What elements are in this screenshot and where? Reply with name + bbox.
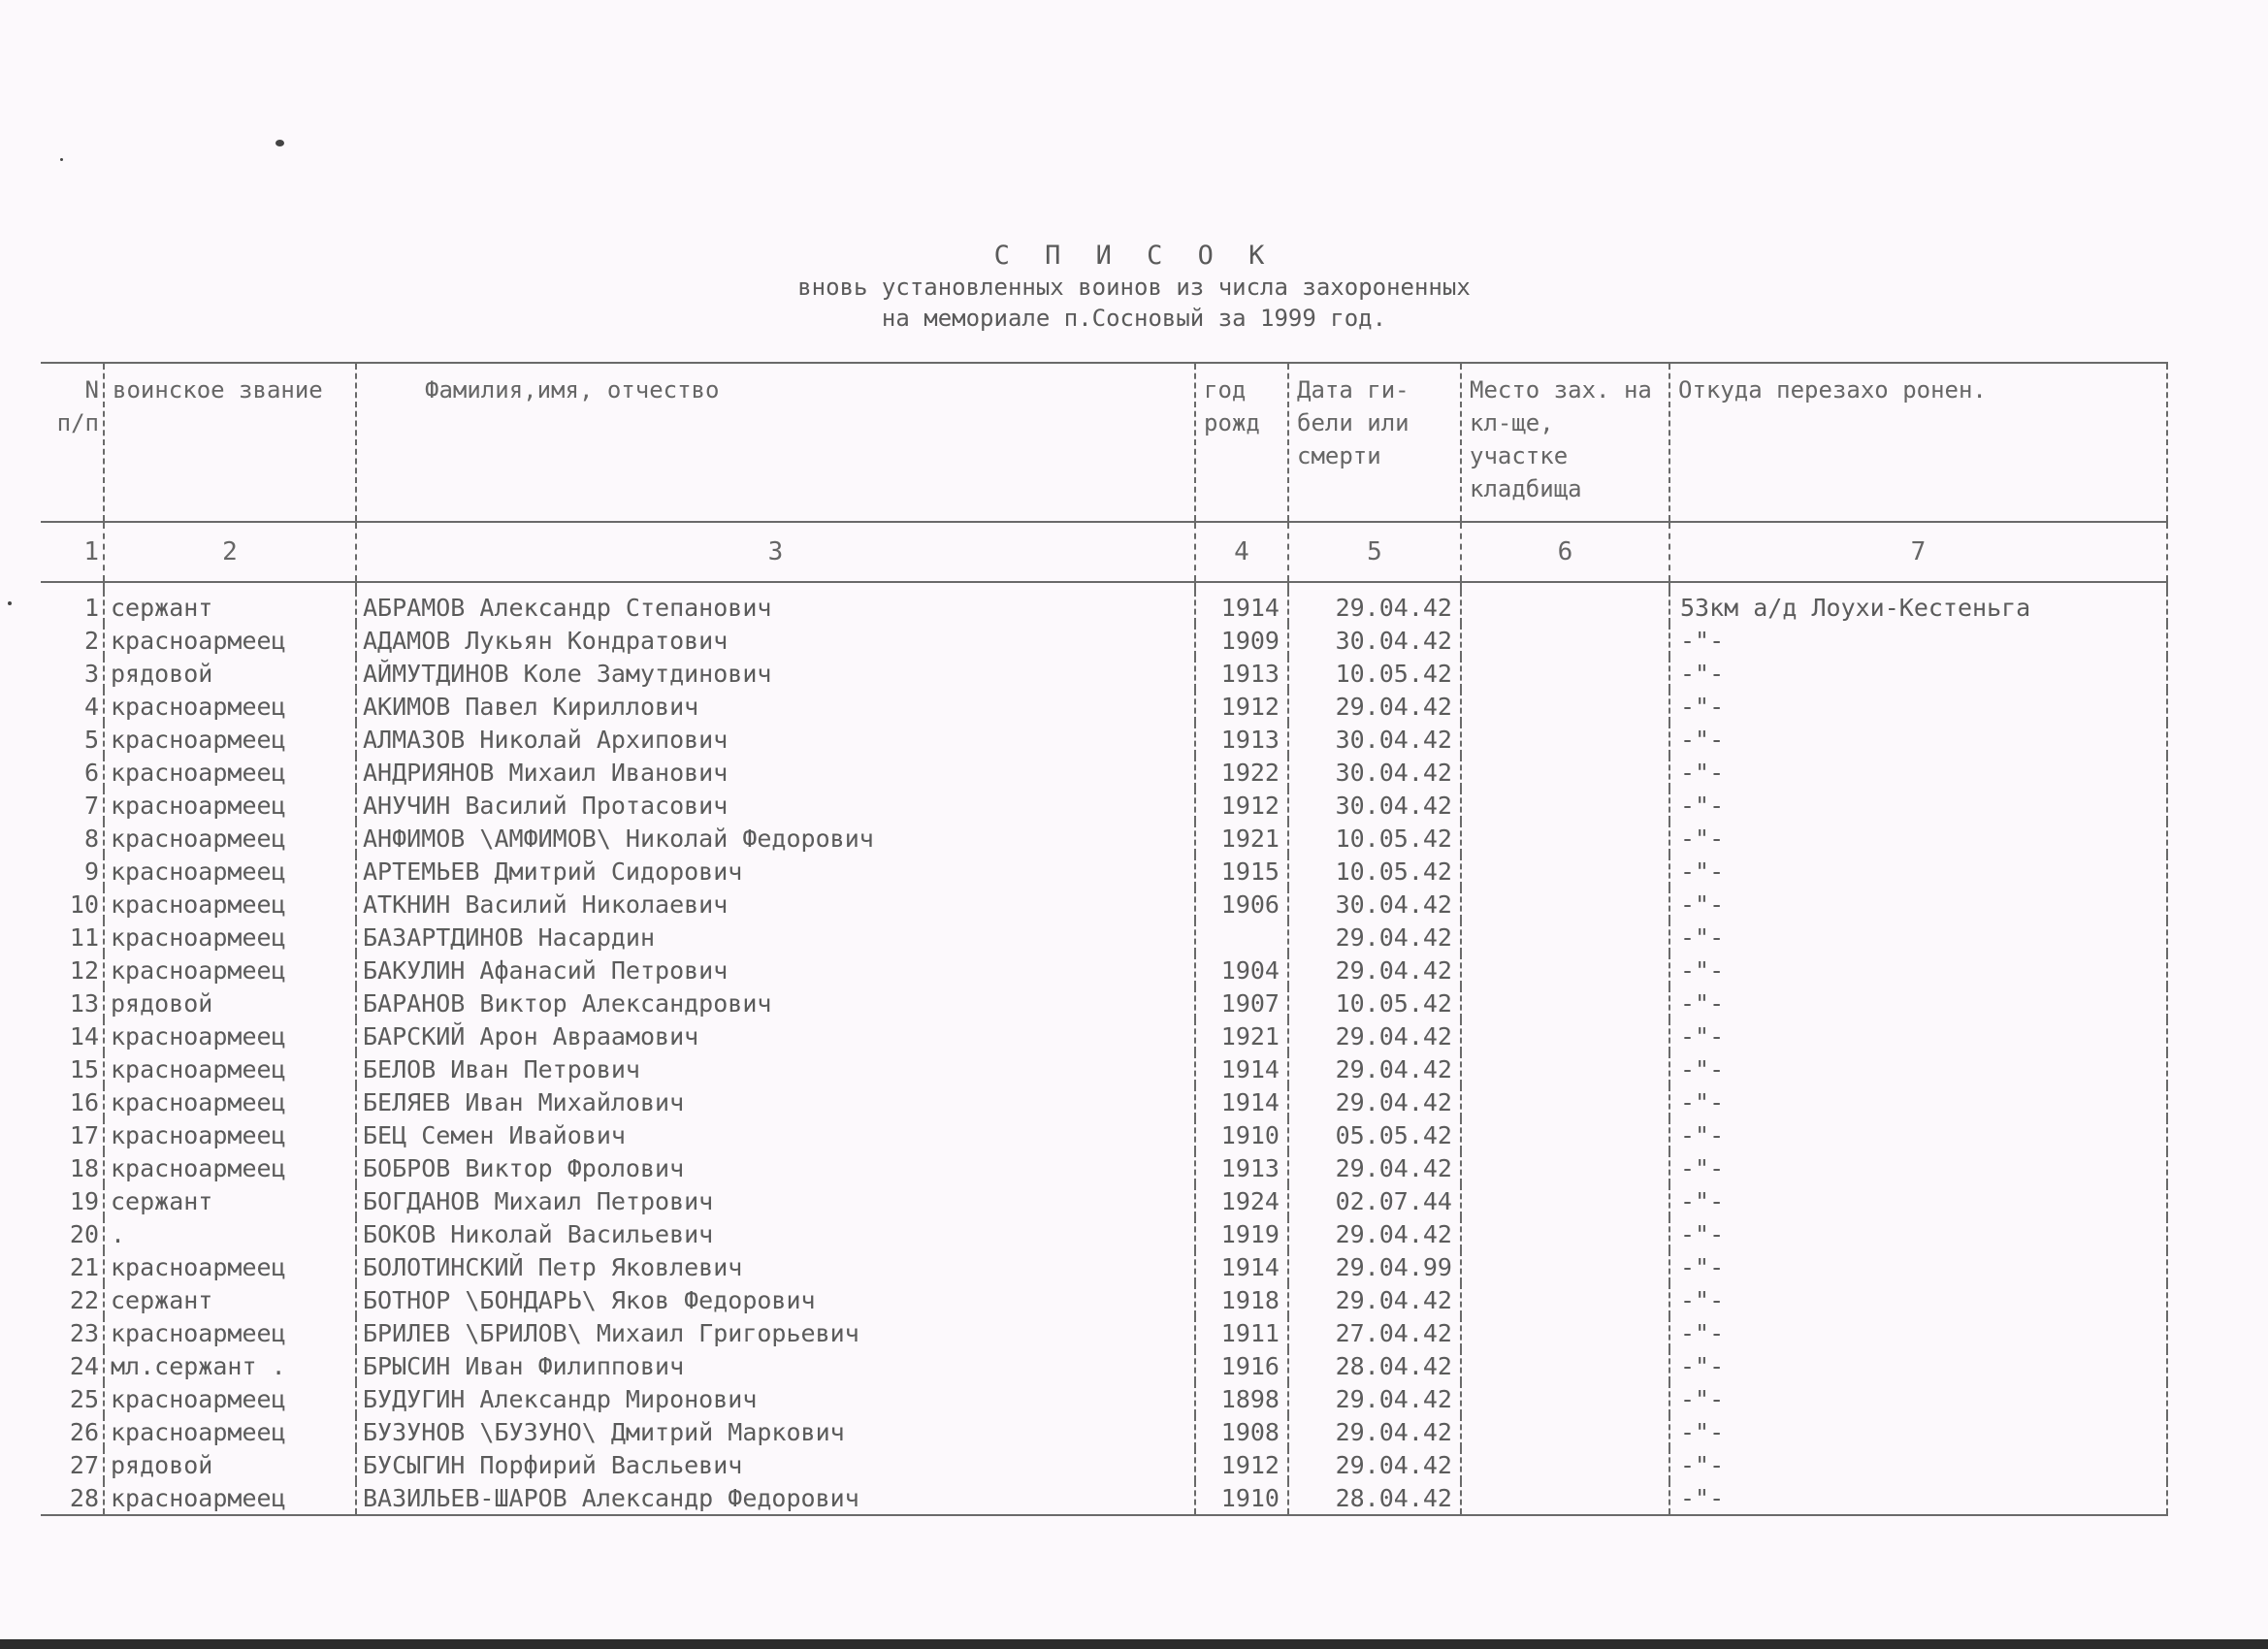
row-number: 19 [69, 1186, 99, 1215]
death-date: 27.04.42 [1288, 1316, 1461, 1349]
row-number: 24 [69, 1351, 99, 1380]
death-date: 29.04.42 [1288, 954, 1461, 986]
birth-year: 1922 [1195, 756, 1288, 789]
reburied-from: 53км а/д Лоухи-Кестеньга [1669, 591, 2167, 624]
header-from: Откуда перезахо ронен. [1669, 363, 2167, 522]
burial-place [1461, 690, 1669, 723]
table-row [41, 1283, 2167, 1316]
reburied-from: -"- [1669, 1481, 2167, 1515]
header-spacer [41, 582, 2167, 591]
birth-year: 1924 [1195, 1184, 1288, 1217]
column-number: 1 [41, 522, 104, 582]
burial-place [1461, 1316, 1669, 1349]
table-row [41, 1019, 2167, 1052]
burial-place [1461, 1151, 1669, 1184]
table-header [41, 363, 2167, 591]
military-rank: рядовой [104, 1448, 356, 1481]
death-date: 29.04.42 [1288, 1448, 1461, 1481]
table-row [41, 789, 2167, 822]
reburied-from: -"- [1669, 888, 2167, 921]
reburied-from: -"- [1669, 1019, 2167, 1052]
column-number-row [41, 522, 2167, 582]
burial-place [1461, 855, 1669, 888]
death-date: 29.04.42 [1288, 1283, 1461, 1316]
reburied-from: -"- [1669, 723, 2167, 756]
row-number: 11 [69, 922, 99, 952]
death-date: 29.04.99 [1288, 1250, 1461, 1283]
table-row [41, 921, 2167, 954]
birth-year: 1915 [1195, 855, 1288, 888]
scan-speck [60, 158, 63, 161]
table-row [41, 822, 2167, 855]
row-number: 6 [83, 758, 99, 787]
burial-place [1461, 1085, 1669, 1118]
birth-year: 1906 [1195, 888, 1288, 921]
burial-place [1461, 822, 1669, 855]
full-name: БРИЛЕВ \БРИЛОВ\ Михаил Григорьевич [356, 1316, 1195, 1349]
full-name: БОКОВ Николай Васильевич [356, 1217, 1195, 1250]
table-row [41, 1085, 2167, 1118]
full-name: АБРАМОВ Александр Степанович [356, 591, 1195, 624]
full-name: АДАМОВ Лукьян Кондратович [356, 624, 1195, 657]
burial-place [1461, 1217, 1669, 1250]
military-rank: красноармеец [104, 1481, 356, 1515]
reburied-from: -"- [1669, 789, 2167, 822]
document-heading [0, 241, 2268, 334]
military-rank: красноармеец [104, 1250, 356, 1283]
header-row [41, 363, 2167, 522]
burial-place [1461, 1415, 1669, 1448]
military-rank: красноармеец [104, 1316, 356, 1349]
death-date: 29.04.42 [1288, 921, 1461, 954]
military-rank: красноармеец [104, 1052, 356, 1085]
burial-place [1461, 1250, 1669, 1283]
reburied-from: -"- [1669, 1217, 2167, 1250]
birth-year [1195, 921, 1288, 954]
table-row [41, 1151, 2167, 1184]
full-name: БЕЛЯЕВ Иван Михайлович [356, 1085, 1195, 1118]
death-date: 29.04.42 [1288, 591, 1461, 624]
table-row [41, 690, 2167, 723]
burial-place [1461, 1184, 1669, 1217]
birth-year: 1913 [1195, 1151, 1288, 1184]
table-row [41, 723, 2167, 756]
birth-year: 1909 [1195, 624, 1288, 657]
full-name: БАЗАРТДИНОВ Насардин [356, 921, 1195, 954]
row-number: 21 [69, 1252, 99, 1281]
column-number: 2 [104, 522, 356, 582]
burial-place [1461, 1349, 1669, 1382]
birth-year: 1910 [1195, 1118, 1288, 1151]
reburied-from: -"- [1669, 855, 2167, 888]
reburied-from: -"- [1669, 1085, 2167, 1118]
full-name: БОГДАНОВ Михаил Петрович [356, 1184, 1195, 1217]
birth-year: 1908 [1195, 1415, 1288, 1448]
birth-year: 1914 [1195, 591, 1288, 624]
scan-edge [0, 1639, 2268, 1649]
full-name: БУДУГИН Александр Миронович [356, 1382, 1195, 1415]
reburied-from: -"- [1669, 657, 2167, 690]
full-name: БУСЫГИН Порфирий Васльевич [356, 1448, 1195, 1481]
full-name: АНДРИЯНОВ Михаил Иванович [356, 756, 1195, 789]
military-rank: красноармеец [104, 1085, 356, 1118]
reburied-from: -"- [1669, 1151, 2167, 1184]
row-number: 5 [83, 725, 99, 754]
reburied-from: -"- [1669, 1118, 2167, 1151]
header-year: год рожд [1195, 363, 1288, 522]
burial-place [1461, 986, 1669, 1019]
reburied-from: -"- [1669, 1382, 2167, 1415]
full-name: БЕЦ Семен Ивайович [356, 1118, 1195, 1151]
death-date: 28.04.42 [1288, 1349, 1461, 1382]
birth-year: 1921 [1195, 822, 1288, 855]
row-number: 22 [69, 1285, 99, 1314]
full-name: АКИМОВ Павел Кириллович [356, 690, 1195, 723]
burial-list-table [41, 362, 2168, 1516]
death-date: 28.04.42 [1288, 1481, 1461, 1515]
military-rank: красноармеец [104, 1415, 356, 1448]
row-number: 13 [69, 988, 99, 1018]
birth-year: 1911 [1195, 1316, 1288, 1349]
table-row [41, 986, 2167, 1019]
birth-year: 1898 [1195, 1382, 1288, 1415]
death-date: 05.05.42 [1288, 1118, 1461, 1151]
header-date: Дата ги- бели или смерти [1288, 363, 1461, 522]
death-date: 29.04.42 [1288, 1019, 1461, 1052]
header-name: Фамилия,имя, отчество [356, 363, 1195, 522]
table-row [41, 1316, 2167, 1349]
reburied-from: -"- [1669, 1052, 2167, 1085]
reburied-from: -"- [1669, 1349, 2167, 1382]
birth-year: 1913 [1195, 657, 1288, 690]
full-name: БЕЛОВ Иван Петрович [356, 1052, 1195, 1085]
table-row [41, 1217, 2167, 1250]
document-title: С П И С О К [993, 241, 1275, 271]
reburied-from: -"- [1669, 1283, 2167, 1316]
death-date: 29.04.42 [1288, 1415, 1461, 1448]
birth-year: 1921 [1195, 1019, 1288, 1052]
death-date: 30.04.42 [1288, 888, 1461, 921]
birth-year: 1913 [1195, 723, 1288, 756]
burial-place [1461, 954, 1669, 986]
military-rank: рядовой [104, 657, 356, 690]
reburied-from: -"- [1669, 1184, 2167, 1217]
burial-place [1461, 888, 1669, 921]
death-date: 30.04.42 [1288, 789, 1461, 822]
row-number: 18 [69, 1153, 99, 1182]
military-rank: красноармеец [104, 756, 356, 789]
row-number: 27 [69, 1450, 99, 1479]
death-date: 30.04.42 [1288, 723, 1461, 756]
birth-year: 1914 [1195, 1250, 1288, 1283]
table-row [41, 1250, 2167, 1283]
row-number: 7 [83, 791, 99, 820]
table-row [41, 1448, 2167, 1481]
reburied-from: -"- [1669, 921, 2167, 954]
row-number: 2 [83, 626, 99, 655]
table-row [41, 855, 2167, 888]
birth-year: 1914 [1195, 1052, 1288, 1085]
full-name: БАРСКИЙ Арон Авраамович [356, 1019, 1195, 1052]
reburied-from: -"- [1669, 624, 2167, 657]
birth-year: 1912 [1195, 789, 1288, 822]
full-name: БАРАНОВ Виктор Александрович [356, 986, 1195, 1019]
military-rank: красноармеец [104, 1118, 356, 1151]
military-rank: красноармеец [104, 855, 356, 888]
scan-speck [275, 140, 284, 146]
column-number: 6 [1461, 522, 1669, 582]
table-row [41, 1415, 2167, 1448]
row-number: 28 [41, 1481, 104, 1515]
table-row [41, 1052, 2167, 1085]
burial-place [1461, 756, 1669, 789]
full-name: АЙМУТДИНОВ Коле Замутдинович [356, 657, 1195, 690]
full-name: БУЗУНОВ \БУЗУНО\ Дмитрий Маркович [356, 1415, 1195, 1448]
military-rank: красноармеец [104, 789, 356, 822]
burial-place [1461, 789, 1669, 822]
column-number: 4 [1195, 522, 1288, 582]
military-rank: рядовой [104, 986, 356, 1019]
scan-speck [8, 601, 12, 605]
row-number: 8 [83, 824, 99, 853]
reburied-from: -"- [1669, 1316, 2167, 1349]
death-date: 30.04.42 [1288, 624, 1461, 657]
table-row [41, 954, 2167, 986]
full-name: ВАЗИЛЬЕВ-ШАРОВ Александр Федорович [356, 1481, 1195, 1515]
row-number: 3 [83, 659, 99, 688]
reburied-from: -"- [1669, 1250, 2167, 1283]
birth-year: 1910 [1195, 1481, 1288, 1515]
burial-place [1461, 624, 1669, 657]
table-row [41, 657, 2167, 690]
military-rank: красноармеец [104, 624, 356, 657]
table-row [41, 1481, 2167, 1515]
burial-place [1461, 1481, 1669, 1515]
military-rank: красноармеец [104, 954, 356, 986]
row-number: 10 [69, 889, 99, 919]
row-number: 25 [69, 1384, 99, 1413]
header-rank: воинское звание [104, 363, 356, 522]
birth-year: 1912 [1195, 1448, 1288, 1481]
military-rank: красноармеец [104, 1151, 356, 1184]
birth-year: 1919 [1195, 1217, 1288, 1250]
full-name: АНУЧИН Василий Протасович [356, 789, 1195, 822]
birth-year: 1907 [1195, 986, 1288, 1019]
row-number: 14 [69, 1021, 99, 1051]
military-rank: красноармеец [104, 888, 356, 921]
military-rank: красноармеец [104, 1019, 356, 1052]
header-place: Место зах. на кл-ще, участке кладбища [1461, 363, 1669, 522]
military-rank: красноармеец [104, 1382, 356, 1415]
full-name: АНФИМОВ \АМФИМОВ\ Николай Федорович [356, 822, 1195, 855]
death-date: 02.07.44 [1288, 1184, 1461, 1217]
death-date: 29.04.42 [1288, 1052, 1461, 1085]
death-date: 29.04.42 [1288, 690, 1461, 723]
full-name: АЛМАЗОВ Николай Архипович [356, 723, 1195, 756]
table-row [41, 624, 2167, 657]
full-name: БОЛОТИНСКИЙ Петр Яковлевич [356, 1250, 1195, 1283]
death-date: 10.05.42 [1288, 986, 1461, 1019]
table-body [41, 591, 2167, 1515]
table-row [41, 756, 2167, 789]
header-num: N п/п [41, 363, 104, 522]
full-name: АРТЕМЬЕВ Дмитрий Сидорович [356, 855, 1195, 888]
column-number: 5 [1288, 522, 1461, 582]
full-name: БРЫСИН Иван Филиппович [356, 1349, 1195, 1382]
burial-place [1461, 1118, 1669, 1151]
reburied-from: -"- [1669, 1448, 2167, 1481]
reburied-from: -"- [1669, 690, 2167, 723]
birth-year: 1914 [1195, 1085, 1288, 1118]
burial-place [1461, 591, 1669, 624]
row-number: 9 [83, 857, 99, 886]
military-rank: красноармеец [104, 822, 356, 855]
death-date: 29.04.42 [1288, 1217, 1461, 1250]
column-number: 3 [356, 522, 1195, 582]
row-number: 20 [69, 1219, 99, 1248]
military-rank: мл.сержант . [104, 1349, 356, 1382]
column-number: 7 [1669, 522, 2167, 582]
table-row [41, 591, 2167, 624]
burial-place [1461, 1052, 1669, 1085]
birth-year: 1904 [1195, 954, 1288, 986]
full-name: БОТНОР \БОНДАРЬ\ Яков Федорович [356, 1283, 1195, 1316]
military-rank: красноармеец [104, 921, 356, 954]
death-date: 10.05.42 [1288, 855, 1461, 888]
row-number: 15 [69, 1054, 99, 1083]
birth-year: 1916 [1195, 1349, 1288, 1382]
document-subtitle-line-1: вновь установленных воинов из числа захороненных [797, 274, 1471, 301]
military-rank: красноармеец [104, 690, 356, 723]
table-row [41, 1118, 2167, 1151]
burial-place [1461, 921, 1669, 954]
table-row [41, 888, 2167, 921]
reburied-from: -"- [1669, 1415, 2167, 1448]
reburied-from: -"- [1669, 822, 2167, 855]
military-rank: сержант [104, 591, 356, 624]
death-date: 10.05.42 [1288, 657, 1461, 690]
burial-place [1461, 1382, 1669, 1415]
row-number: 23 [69, 1318, 99, 1347]
burial-place [1461, 723, 1669, 756]
row-number: 4 [83, 692, 99, 721]
full-name: АТКНИН Василий Николаевич [356, 888, 1195, 921]
birth-year: 1912 [1195, 690, 1288, 723]
row-number: 1 [83, 593, 99, 622]
death-date: 29.04.42 [1288, 1085, 1461, 1118]
burial-place [1461, 1283, 1669, 1316]
reburied-from: -"- [1669, 954, 2167, 986]
death-date: 29.04.42 [1288, 1151, 1461, 1184]
military-rank: . [104, 1217, 356, 1250]
full-name: БОБРОВ Виктор Фролович [356, 1151, 1195, 1184]
military-rank: сержант [104, 1184, 356, 1217]
row-number: 26 [69, 1417, 99, 1446]
row-number: 16 [69, 1087, 99, 1116]
document-subtitle-line-2: на мемориале п.Сосновый за 1999 год. [881, 305, 1387, 332]
row-number: 12 [69, 955, 99, 985]
death-date: 10.05.42 [1288, 822, 1461, 855]
birth-year: 1918 [1195, 1283, 1288, 1316]
death-date: 29.04.42 [1288, 1382, 1461, 1415]
death-date: 30.04.42 [1288, 756, 1461, 789]
reburied-from: -"- [1669, 986, 2167, 1019]
table-row [41, 1184, 2167, 1217]
full-name: БАКУЛИН Афанасий Петрович [356, 954, 1195, 986]
burial-place [1461, 1448, 1669, 1481]
burial-place [1461, 657, 1669, 690]
table-row [41, 1382, 2167, 1415]
reburied-from: -"- [1669, 756, 2167, 789]
military-rank: красноармеец [104, 723, 356, 756]
row-number: 17 [69, 1120, 99, 1149]
table-row [41, 1349, 2167, 1382]
military-rank: сержант [104, 1283, 356, 1316]
burial-place [1461, 1019, 1669, 1052]
